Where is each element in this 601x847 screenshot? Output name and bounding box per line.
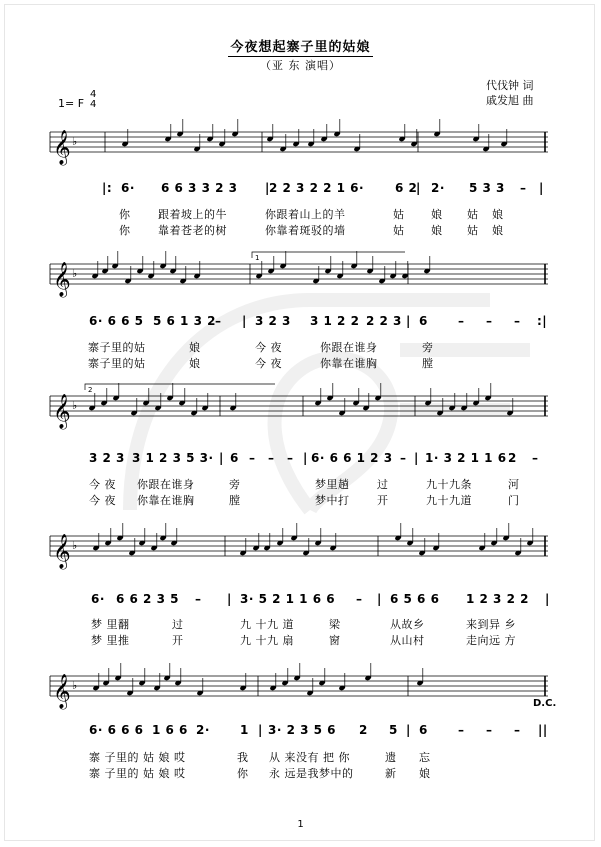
numbered-notes: 2· xyxy=(431,181,445,195)
numbered-notes: 6· 6 6 5 xyxy=(89,314,144,328)
numbered-line-5 xyxy=(0,723,601,741)
lyric-word: 旁 xyxy=(229,478,241,491)
numbered-notes: – xyxy=(514,723,521,737)
lyric-word: 九十九条 xyxy=(426,478,472,491)
numbered-notes: 1 6 6 xyxy=(152,723,188,737)
lyric-word: 我 xyxy=(237,751,249,764)
numbered-notes: 1 2 3 2 2 xyxy=(466,592,529,606)
numbered-notes: | xyxy=(406,723,411,737)
numbered-notes: 6· xyxy=(91,592,105,606)
lyric-word: 寨 子里的 姑 娘 哎 xyxy=(89,751,186,764)
numbered-notes: – xyxy=(486,314,493,328)
numbered-line-2 xyxy=(0,314,601,332)
numbered-notes: 6 2 xyxy=(395,181,418,195)
lyric-word: 新 xyxy=(385,767,397,780)
lyric-word: 河 xyxy=(508,478,520,491)
lyric-word: 从山村 xyxy=(390,634,425,647)
lyric-word: 你靠在谁胸 xyxy=(320,357,378,370)
numbered-notes: 6 6 3 3 2 3 xyxy=(161,181,238,195)
lyric-word: 跟着坡上的牛 xyxy=(158,208,227,221)
numbered-notes: – xyxy=(532,451,539,465)
lyric-word: 从 来没有 把 你 xyxy=(269,751,350,764)
lyric-word: 九 十九 道 xyxy=(240,618,294,631)
numbered-notes: | xyxy=(377,592,382,606)
lyric-word: 你 xyxy=(119,208,131,221)
lyric-word: 今 夜 xyxy=(89,494,116,507)
lyric-word: 来到异 乡 xyxy=(466,618,516,631)
lyric-word: 膛 xyxy=(422,357,434,370)
lyric-line-4b xyxy=(0,632,601,650)
numbered-notes: 1 xyxy=(240,723,249,737)
lyric-word: 从故乡 xyxy=(390,618,425,631)
song-subtitle: （亚 东 演唱） xyxy=(260,59,341,72)
svg-text:𝄞: 𝄞 xyxy=(53,262,71,297)
song-title: 今夜想起寨子里的姑娘 xyxy=(230,40,371,55)
numbered-notes: || xyxy=(538,723,548,737)
numbered-notes: | xyxy=(258,723,263,737)
time-signature xyxy=(90,90,96,110)
numbered-notes: 5 3 3 xyxy=(469,181,505,195)
svg-text:♭: ♭ xyxy=(72,399,78,412)
lyric-word: 门 xyxy=(508,494,520,507)
lyric-line-5b xyxy=(0,765,601,783)
lyric-word: 梁 xyxy=(329,618,341,631)
numbered-notes: :| xyxy=(537,314,548,328)
lyric-word: 梦中打 xyxy=(315,494,350,507)
numbered-notes: – xyxy=(458,314,465,328)
lyric-word: 娘 xyxy=(431,208,443,221)
numbered-notes: 2 xyxy=(508,451,517,465)
numbered-notes: | xyxy=(303,451,308,465)
lyric-word: 走向远 方 xyxy=(466,634,516,647)
lyric-word: 永 远是我梦中的 xyxy=(269,767,354,780)
numbered-notes: – xyxy=(195,592,202,606)
lyric-word: 你 xyxy=(237,767,249,780)
key-signature: 1= F xyxy=(58,97,85,110)
numbered-notes: 6· 6 6 6 xyxy=(89,723,144,737)
svg-text:𝄞: 𝄞 xyxy=(53,534,71,569)
numbered-notes: – xyxy=(520,181,527,195)
numbered-notes: – xyxy=(268,451,275,465)
numbered-notes: 2 2 3 xyxy=(366,314,402,328)
lyric-word: 膛 xyxy=(229,494,241,507)
volta-2-label: 2 xyxy=(88,386,93,394)
numbered-notes: 3 1 2 2 xyxy=(310,314,360,328)
svg-text:♭: ♭ xyxy=(72,267,78,280)
lyric-word: 梦 里推 xyxy=(91,634,130,647)
lyric-word: 梦里趟 xyxy=(315,478,350,491)
lyric-word: 开 xyxy=(172,634,184,647)
lyric-word: 姑 xyxy=(467,224,479,237)
lyric-word: 你靠在谁胸 xyxy=(137,494,195,507)
numbered-notes: | xyxy=(219,451,224,465)
lyric-word: 你跟着山上的羊 xyxy=(265,208,346,221)
numbered-notes: | xyxy=(539,181,544,195)
numbered-notes: 2· xyxy=(196,723,210,737)
lyric-word: 旁 xyxy=(422,341,434,354)
numbered-notes: | xyxy=(406,314,411,328)
lyric-word: 你跟在谁身 xyxy=(320,341,378,354)
numbered-notes: – xyxy=(486,723,493,737)
numbered-notes: | xyxy=(416,181,421,195)
numbered-notes: | xyxy=(265,181,270,195)
lyric-word: 九十九道 xyxy=(426,494,472,507)
lyric-word: 窗 xyxy=(329,634,341,647)
svg-text:♭: ♭ xyxy=(72,539,78,552)
lyric-word: 过 xyxy=(377,478,389,491)
svg-text:𝄞: 𝄞 xyxy=(53,394,71,429)
numbered-line-3 xyxy=(0,451,601,469)
numbered-notes: 6 5 6 6 xyxy=(390,592,440,606)
lyric-word: 寨子里的姑 xyxy=(88,357,146,370)
lyric-word: 娘 xyxy=(431,224,443,237)
staff-3 xyxy=(0,384,601,454)
lyric-word: 九 十九 扇 xyxy=(240,634,294,647)
numbered-notes: | xyxy=(227,592,232,606)
numbered-notes: 3 2 3 xyxy=(255,314,291,328)
numbered-notes: 3 2 3 xyxy=(89,451,125,465)
lyric-word: 今 夜 xyxy=(255,341,282,354)
numbered-notes: 3· 5 2 1 1 6 6 xyxy=(240,592,336,606)
numbered-notes: | xyxy=(414,451,419,465)
lyric-word: 你靠着斑驳的墙 xyxy=(265,224,346,237)
numbered-notes: – xyxy=(514,314,521,328)
svg-text:♭: ♭ xyxy=(72,679,78,692)
numbered-notes: – xyxy=(400,451,407,465)
lyric-word: 你跟在谁身 xyxy=(137,478,195,491)
numbered-notes: 3 1 2 3 5 3· xyxy=(132,451,214,465)
numbered-notes: 6 xyxy=(230,451,239,465)
numbered-notes: – xyxy=(458,723,465,737)
staff-4 xyxy=(0,524,601,594)
lyric-word: 今 夜 xyxy=(89,478,116,491)
lyric-word: 寨 子里的 姑 娘 哎 xyxy=(89,767,186,780)
lyricist-credit: 代伐钟 词 xyxy=(486,79,534,92)
numbered-notes: – xyxy=(287,451,294,465)
lyric-word: 姑 xyxy=(393,208,405,221)
lyric-word: 过 xyxy=(172,618,184,631)
numbered-notes: – xyxy=(215,314,222,328)
da-capo-marking: D.C. xyxy=(533,698,557,709)
lyric-word: 寨子里的姑 xyxy=(88,341,146,354)
lyric-word: 靠着苍老的树 xyxy=(158,224,227,237)
svg-text:♭: ♭ xyxy=(72,135,78,148)
lyric-line-3b xyxy=(0,492,601,510)
numbered-notes: 2 2 3 2 2 1 6· xyxy=(269,181,365,195)
lyric-word: 娘 xyxy=(189,341,201,354)
numbered-notes: 1· 3 2 1 1 6 xyxy=(425,451,507,465)
lyric-word: 今 夜 xyxy=(255,357,282,370)
lyric-line-1b xyxy=(0,222,601,240)
numbered-notes: 6 xyxy=(419,314,428,328)
page-number: 1 xyxy=(297,819,304,830)
svg-text:𝄞: 𝄞 xyxy=(53,674,71,709)
numbered-notes: 5 xyxy=(389,723,398,737)
lyric-word: 娘 xyxy=(189,357,201,370)
lyric-word: 忘 xyxy=(419,751,431,764)
lyric-line-2b xyxy=(0,355,601,373)
numbered-notes: – xyxy=(356,592,363,606)
lyric-word: 姑 xyxy=(393,224,405,237)
staff-2 xyxy=(0,252,601,322)
svg-text:𝄞: 𝄞 xyxy=(53,130,71,165)
numbered-notes: |: xyxy=(102,181,113,195)
staff-1 xyxy=(0,120,601,190)
time-signature-top: 4 xyxy=(90,89,97,100)
numbered-notes: 6· xyxy=(121,181,135,195)
numbered-line-1 xyxy=(0,181,601,199)
volta-1-label: 1 xyxy=(255,254,260,262)
numbered-notes: 6 6 2 3 5 xyxy=(116,592,179,606)
numbered-notes: 3· 2 3 5 6 xyxy=(268,723,337,737)
numbered-line-4 xyxy=(0,592,601,610)
numbered-notes: | xyxy=(545,592,550,606)
numbered-notes: | xyxy=(242,314,247,328)
numbered-notes: 5 6 1 3 2 xyxy=(153,314,216,328)
lyric-word: 娘 xyxy=(492,208,504,221)
lyric-word: 娘 xyxy=(492,224,504,237)
numbered-notes: 6· 6 6 1 2 3 xyxy=(311,451,393,465)
numbered-notes: – xyxy=(249,451,256,465)
lyric-word: 开 xyxy=(377,494,389,507)
composer-credit: 戚发旭 曲 xyxy=(486,94,534,107)
lyric-word: 姑 xyxy=(467,208,479,221)
time-signature-bottom: 4 xyxy=(90,99,97,110)
numbered-notes: 2 xyxy=(359,723,368,737)
lyric-word: 你 xyxy=(119,224,131,237)
lyric-word: 梦 里翻 xyxy=(91,618,130,631)
lyric-word: 娘 xyxy=(419,767,431,780)
lyric-word: 遗 xyxy=(385,751,397,764)
numbered-notes: 6 xyxy=(419,723,428,737)
